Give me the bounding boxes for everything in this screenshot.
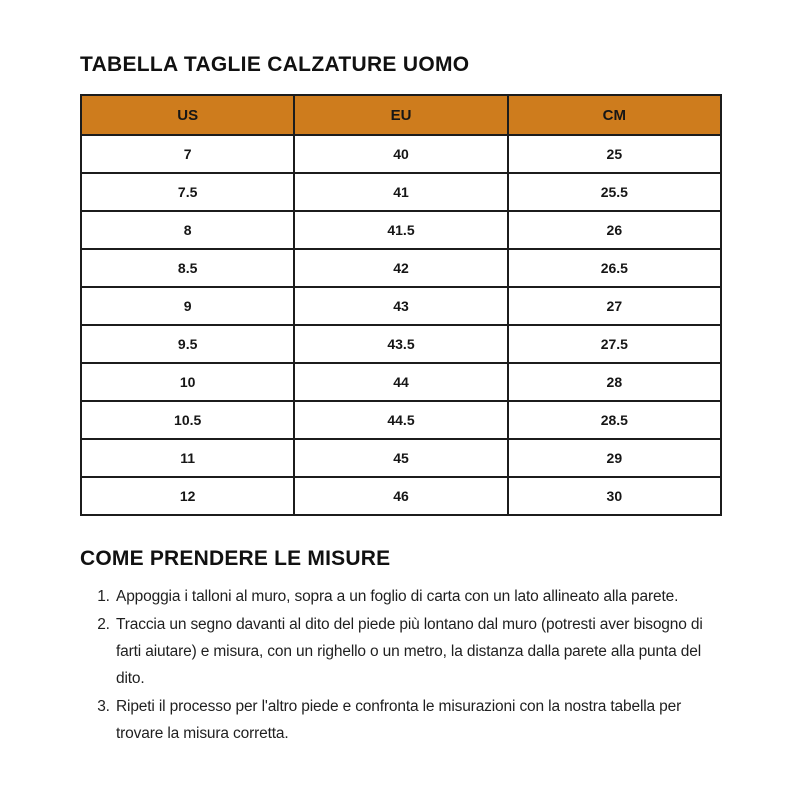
cell-cm: 30 [508, 477, 721, 515]
size-table [80, 94, 722, 516]
table-row [81, 211, 721, 249]
cell-us: 9.5 [81, 325, 294, 363]
size-table-header-us: US [81, 95, 294, 135]
cell-cm: 26 [508, 211, 721, 249]
cell-eu: 44.5 [294, 401, 507, 439]
size-table-header-row [81, 95, 721, 135]
table-row [81, 477, 721, 515]
cell-eu: 46 [294, 477, 507, 515]
cell-cm: 27.5 [508, 325, 721, 363]
cell-eu: 43.5 [294, 325, 507, 363]
cell-cm: 26.5 [508, 249, 721, 287]
table-row [81, 401, 721, 439]
instruction-step: 3. Ripeti il processo per l'altro piede e confronta le misurazioni con la nostra tabella per trovare la misura corretta. [114, 693, 722, 747]
cell-us: 8 [81, 211, 294, 249]
cell-eu: 45 [294, 439, 507, 477]
cell-us: 9 [81, 287, 294, 325]
table-row [81, 363, 721, 401]
cell-cm: 27 [508, 287, 721, 325]
cell-eu: 41.5 [294, 211, 507, 249]
table-row [81, 249, 721, 287]
page-title: TABELLA TAGLIE CALZATURE UOMO [80, 53, 470, 76]
cell-eu: 40 [294, 135, 507, 173]
instruction-step: 2. Traccia un segno davanti al dito del piede più lontano dal muro (potresti aver bisogno di farti aiutare) e misura, con un righello o un metro, la distanza dalla parete alla punta del dito. [114, 611, 722, 692]
table-row [81, 135, 721, 173]
cell-us: 10 [81, 363, 294, 401]
cell-us: 12 [81, 477, 294, 515]
cell-us: 10.5 [81, 401, 294, 439]
table-row [81, 325, 721, 363]
cell-eu: 42 [294, 249, 507, 287]
cell-eu: 43 [294, 287, 507, 325]
cell-us: 8.5 [81, 249, 294, 287]
measuring-instructions-list [80, 583, 722, 747]
cell-cm: 28.5 [508, 401, 721, 439]
cell-us: 7.5 [81, 173, 294, 211]
size-table-header-cm: CM [508, 95, 721, 135]
cell-cm: 29 [508, 439, 721, 477]
table-row [81, 439, 721, 477]
cell-cm: 25 [508, 135, 721, 173]
size-table-header-eu: EU [294, 95, 507, 135]
cell-us: 7 [81, 135, 294, 173]
cell-eu: 44 [294, 363, 507, 401]
table-row [81, 173, 721, 211]
cell-cm: 28 [508, 363, 721, 401]
cell-us: 11 [81, 439, 294, 477]
instruction-step: 1. Appoggia i talloni al muro, sopra a un foglio di carta con un lato allineato alla parete. [114, 583, 722, 610]
cell-eu: 41 [294, 173, 507, 211]
measuring-instructions-heading: COME PRENDERE LE MISURE [80, 547, 391, 570]
cell-cm: 25.5 [508, 173, 721, 211]
table-row [81, 287, 721, 325]
